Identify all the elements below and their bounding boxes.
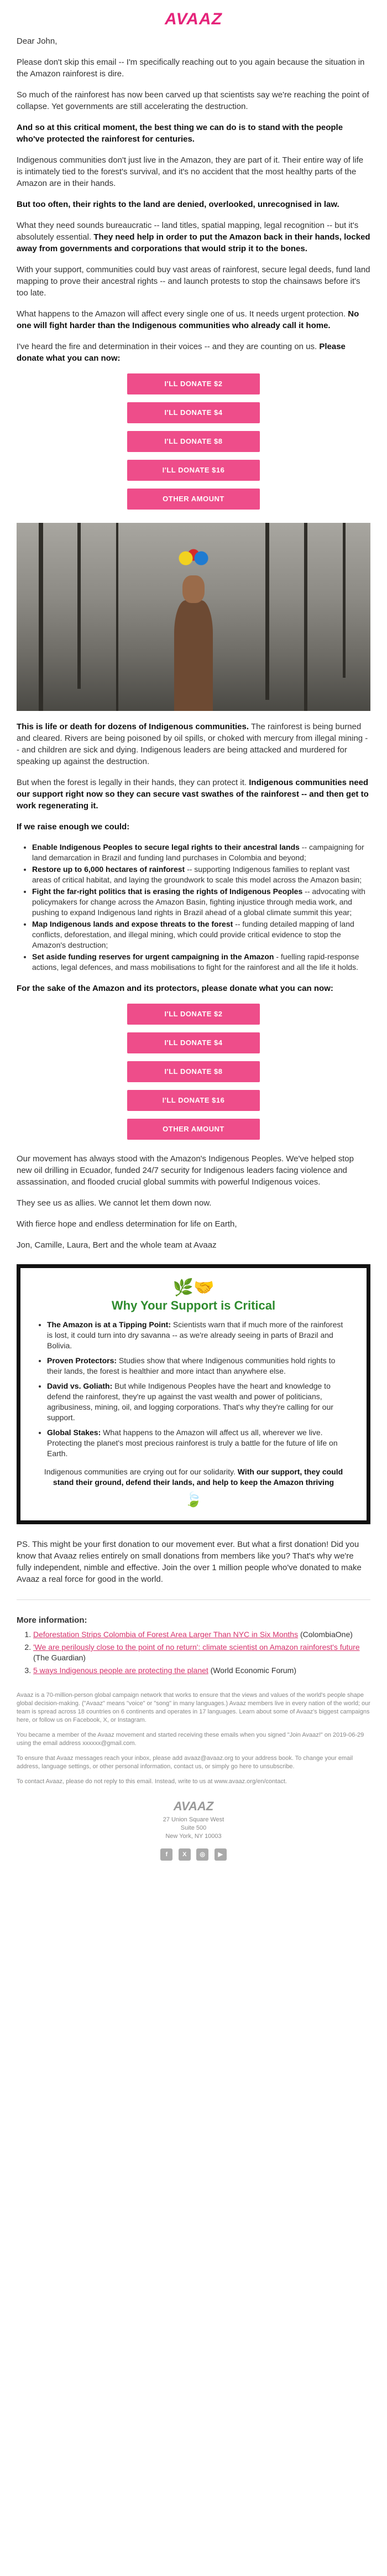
list-item: 2. 'We are perilously close to the point of no return': climate scientist on Amazon rainforest's future (The Guardian) xyxy=(33,1642,370,1663)
donate-4-button[interactable]: I'LL DONATE $4 xyxy=(127,1032,260,1053)
donate-buttons-bottom xyxy=(127,1004,260,1140)
critical-list xyxy=(37,1320,350,1459)
paragraph-12: If we raise enough we could: xyxy=(17,822,130,832)
footer-contact: To contact Avaaz, please do not reply to this email. Instead, write to us at www.avaaz.org/en/contact. xyxy=(17,1778,287,1785)
paragraph-7: With your support, communities could buy vast areas of rainforest, secure legal deeds, fund land mapping to prove their ancestral rights -- and launch protests to stop the chainsaws before it's too late. xyxy=(17,265,370,298)
footer-avaaz-logo[interactable]: AVAAZ xyxy=(173,1799,214,1813)
youtube-icon[interactable]: ▶ xyxy=(215,1848,227,1861)
paragraph-13: For the sake of the Amazon and its protectors, please donate what you can now: xyxy=(17,984,333,993)
list-item: 1. Deforestation Strips Colombia of Forest Area Larger Than NYC in Six Months (ColombiaOne) xyxy=(33,1629,370,1640)
list-item: • Global Stakes: What happens to the Amazon will affect us all, wherever we live. Protecting the planet's most precious rainforest is truly a battle for the future of life on Earth. xyxy=(47,1427,350,1459)
footer-ensure-inbox: To ensure that Avaaz messages reach your inbox, please add avaaz@avaaz.org to your address book. To change your email address, language settings, or other personal information, contact us, or simply go here to unsubscribe. xyxy=(17,1755,353,1770)
email-body xyxy=(17,0,370,1881)
postal-address: 27 Union Square West Suite 500 New York, NY 10003 xyxy=(163,1816,224,1840)
postscript: PS. This might be your first donation to our movement ever. But what a first donation! Did you know that Avaaz relies entirely on small donations from members like you? That's why we're fully independent, nimble and effective. Join the over 1 million people who've donated to make Avaaz a real force for good in the world. xyxy=(17,1540,362,1584)
paragraph-6: What they need sounds bureaucratic -- land titles, spatial mapping, legal recognition -- but it's absolutely essential. They need help in order to put the Amazon back in their hands, locked away from governments and corporations that would strip it to the bones. xyxy=(17,221,370,253)
footer-member-note: You became a member of the Avaaz movement and started receiving these emails when you signed "Join Avaaz!" on 2019-06-29 using the email address xxxxxx@gmail.com. xyxy=(17,1732,364,1747)
x-icon[interactable]: X xyxy=(179,1848,191,1861)
source-link-wef[interactable]: 5 ways Indigenous people are protecting the planet xyxy=(33,1666,208,1675)
donate-2-button[interactable]: I'LL DONATE $2 xyxy=(127,373,260,394)
facebook-icon[interactable]: f xyxy=(160,1848,172,1861)
paragraph-2: So much of the rainforest has now been carved up that scientists say we're reaching the point of collapse. Yet governments are still accelerating the destruction. xyxy=(17,90,369,111)
list-item: 3. 5 ways Indigenous people are protecting the planet (World Economic Forum) xyxy=(33,1665,370,1676)
list-item: • Restore up to 6,000 hectares of rainforest -- supporting Indigenous families to replant vast areas of critical habitat, and laying the groundwork to scale this model across the Amazon basin; xyxy=(32,864,370,885)
instagram-icon[interactable]: ◎ xyxy=(196,1848,208,1861)
list-item: • Fight the far-right politics that is erasing the rights of Indigenous Peoples -- advocating with policymakers for change across the Amazon Basin, fighting injustice through media work, and pushing to expand Indigenous land rights in Brazil ahead of a global climate summit this year; xyxy=(32,886,370,918)
goals-list xyxy=(17,842,370,973)
paragraph-14: Our movement has always stood with the Amazon's Indigenous Peoples. We've helped stop new oil drilling in Ecuador, funded 24/7 security for Indigenous leaders facing violence and assassination, and flooded crucial global summits with powerful Indigenous voices. xyxy=(17,1154,354,1187)
donate-8-button[interactable]: I'LL DONATE $8 xyxy=(127,431,260,452)
paragraph-5: But too often, their rights to the land are denied, overlooked, unrecognised in law. xyxy=(17,200,339,209)
paragraph-1: Please don't skip this email -- I'm specifically reaching out to you again because the situation in the Amazon rainforest is dire. xyxy=(17,58,365,79)
critical-box-title: Why Your Support is Critical xyxy=(111,1299,276,1312)
avaaz-logo[interactable]: AVAAZ xyxy=(165,10,222,28)
donate-buttons-top xyxy=(127,373,260,510)
list-item: • The Amazon is at a Tipping Point: Scientists warn that if much more of the rainforest is lost, it could turn into dry savanna -- as we're already seeing in parts of Brazil and Bolivia. xyxy=(47,1320,350,1351)
footer-about: Avaaz is a 70-million-person global campaign network that works to ensure that the views and values of the world's people shape global decision-making. ("Avaaz" means "voice" or "song" in many languages.) Avaaz members live in every nation of the world; our team is spread across 18 countries on 6 continents and operates in 17 languages. Learn about some of Avaaz's biggest campaigns here, or follow us on Facebook, X, or Instagram. xyxy=(17,1692,370,1723)
social-links xyxy=(17,1848,370,1881)
donate-2-button[interactable]: I'LL DONATE $2 xyxy=(127,1004,260,1025)
more-info-title: More information: xyxy=(17,1616,87,1625)
paragraph-3: And so at this critical moment, the best thing we can do is to stand with the people who've protected the rainforest for centuries. xyxy=(17,123,343,144)
leaf-icon: 🍃 xyxy=(184,1491,203,1508)
why-support-critical-box xyxy=(17,1264,370,1524)
list-item: • Set aside funding reserves for urgent campaigning in the Amazon - fuelling rapid-response actions, legal defences, and mass mobilisations to fight for the rainforest and all the life it holds. xyxy=(32,952,370,973)
signature: Jon, Camille, Laura, Bert and the whole team at Avaaz xyxy=(17,1240,217,1250)
greeting: Dear John, xyxy=(17,37,57,46)
paragraph-9: I've heard the fire and determination in their voices -- and they are counting on us. Please donate what you can now: xyxy=(17,342,346,363)
donate-other-button[interactable]: OTHER AMOUNT xyxy=(127,489,260,510)
list-item: • Proven Protectors: Studies show that where Indigenous communities hold rights to their lands, the forest is healthier and more intact than anywhere else. xyxy=(47,1355,350,1377)
paragraph-15: They see us as allies. We cannot let them down now. xyxy=(17,1198,212,1208)
paragraph-16: With fierce hope and endless determination for life on Earth, xyxy=(17,1219,237,1229)
donate-16-button[interactable]: I'LL DONATE $16 xyxy=(127,1090,260,1111)
donate-16-button[interactable]: I'LL DONATE $16 xyxy=(127,460,260,481)
plant-and-hand-icons: 🌿🤝 xyxy=(172,1279,215,1297)
source-link-colombiaone[interactable]: Deforestation Strips Colombia of Forest Area Larger Than NYC in Six Months xyxy=(33,1630,299,1639)
paragraph-4: Indigenous communities don't just live in the Amazon, they are part of it. Their entire way of life is intimately tied to the forest's survival, and it's no accident that the most healthy parts of the Amazon are in their hands. xyxy=(17,155,364,188)
donate-8-button[interactable]: I'LL DONATE $8 xyxy=(127,1061,260,1082)
list-item: • David vs. Goliath: But while Indigenous Peoples have the heart and knowledge to defend the rainforest, they're up against the vast wealth and power of politicians, agribusiness, mining, oil, and logging corporations. That's why they're calling for our support. xyxy=(47,1381,350,1423)
paragraph-8: What happens to the Amazon will affect every single one of us. It needs urgent protection. No one will fight harder than the Indigenous communities who already call it home. xyxy=(17,309,359,330)
email-footer xyxy=(17,1691,370,1881)
source-link-guardian[interactable]: 'We are perilously close to the point of no return': climate scientist on Amazon rainforest's future xyxy=(33,1643,360,1651)
hero-photo-indigenous-leader xyxy=(17,523,370,711)
paragraph-11: But when the forest is legally in their hands, they can protect it. Indigenous communities need our support right now so they can secure vast swathes of the rainforest -- and then get to work regenerating it. xyxy=(17,778,369,811)
list-item: • Enable Indigenous Peoples to secure legal rights to their ancestral lands -- campaigning for land demarcation in Brazil and funding land purchases in Colombia and beyond; xyxy=(32,842,370,863)
list-item: • Map Indigenous lands and expose threats to the forest -- funding detailed mapping of land conflicts, deforestation, and illegal mining, which could provide critical evidence to stop the Amazon's destruction; xyxy=(32,919,370,951)
paragraph-10: This is life or death for dozens of Indigenous communities. The rainforest is being burned and cleared. Rivers are being poisoned by oil spills, or choked with mercury from illegal mining -- and children are sick and dying. Indigenous leaders are being attacked and murdered for speaking up against the destruction. xyxy=(17,722,368,766)
more-info-list xyxy=(17,1629,370,1676)
critical-box-footer: Indigenous communities are crying out for our solidarity. With our support, they could stand their ground, defend their lands, and help to keep the Amazon thriving xyxy=(44,1467,343,1487)
donate-4-button[interactable]: I'LL DONATE $4 xyxy=(127,402,260,423)
donate-other-button[interactable]: OTHER AMOUNT xyxy=(127,1119,260,1140)
divider xyxy=(17,1599,370,1600)
